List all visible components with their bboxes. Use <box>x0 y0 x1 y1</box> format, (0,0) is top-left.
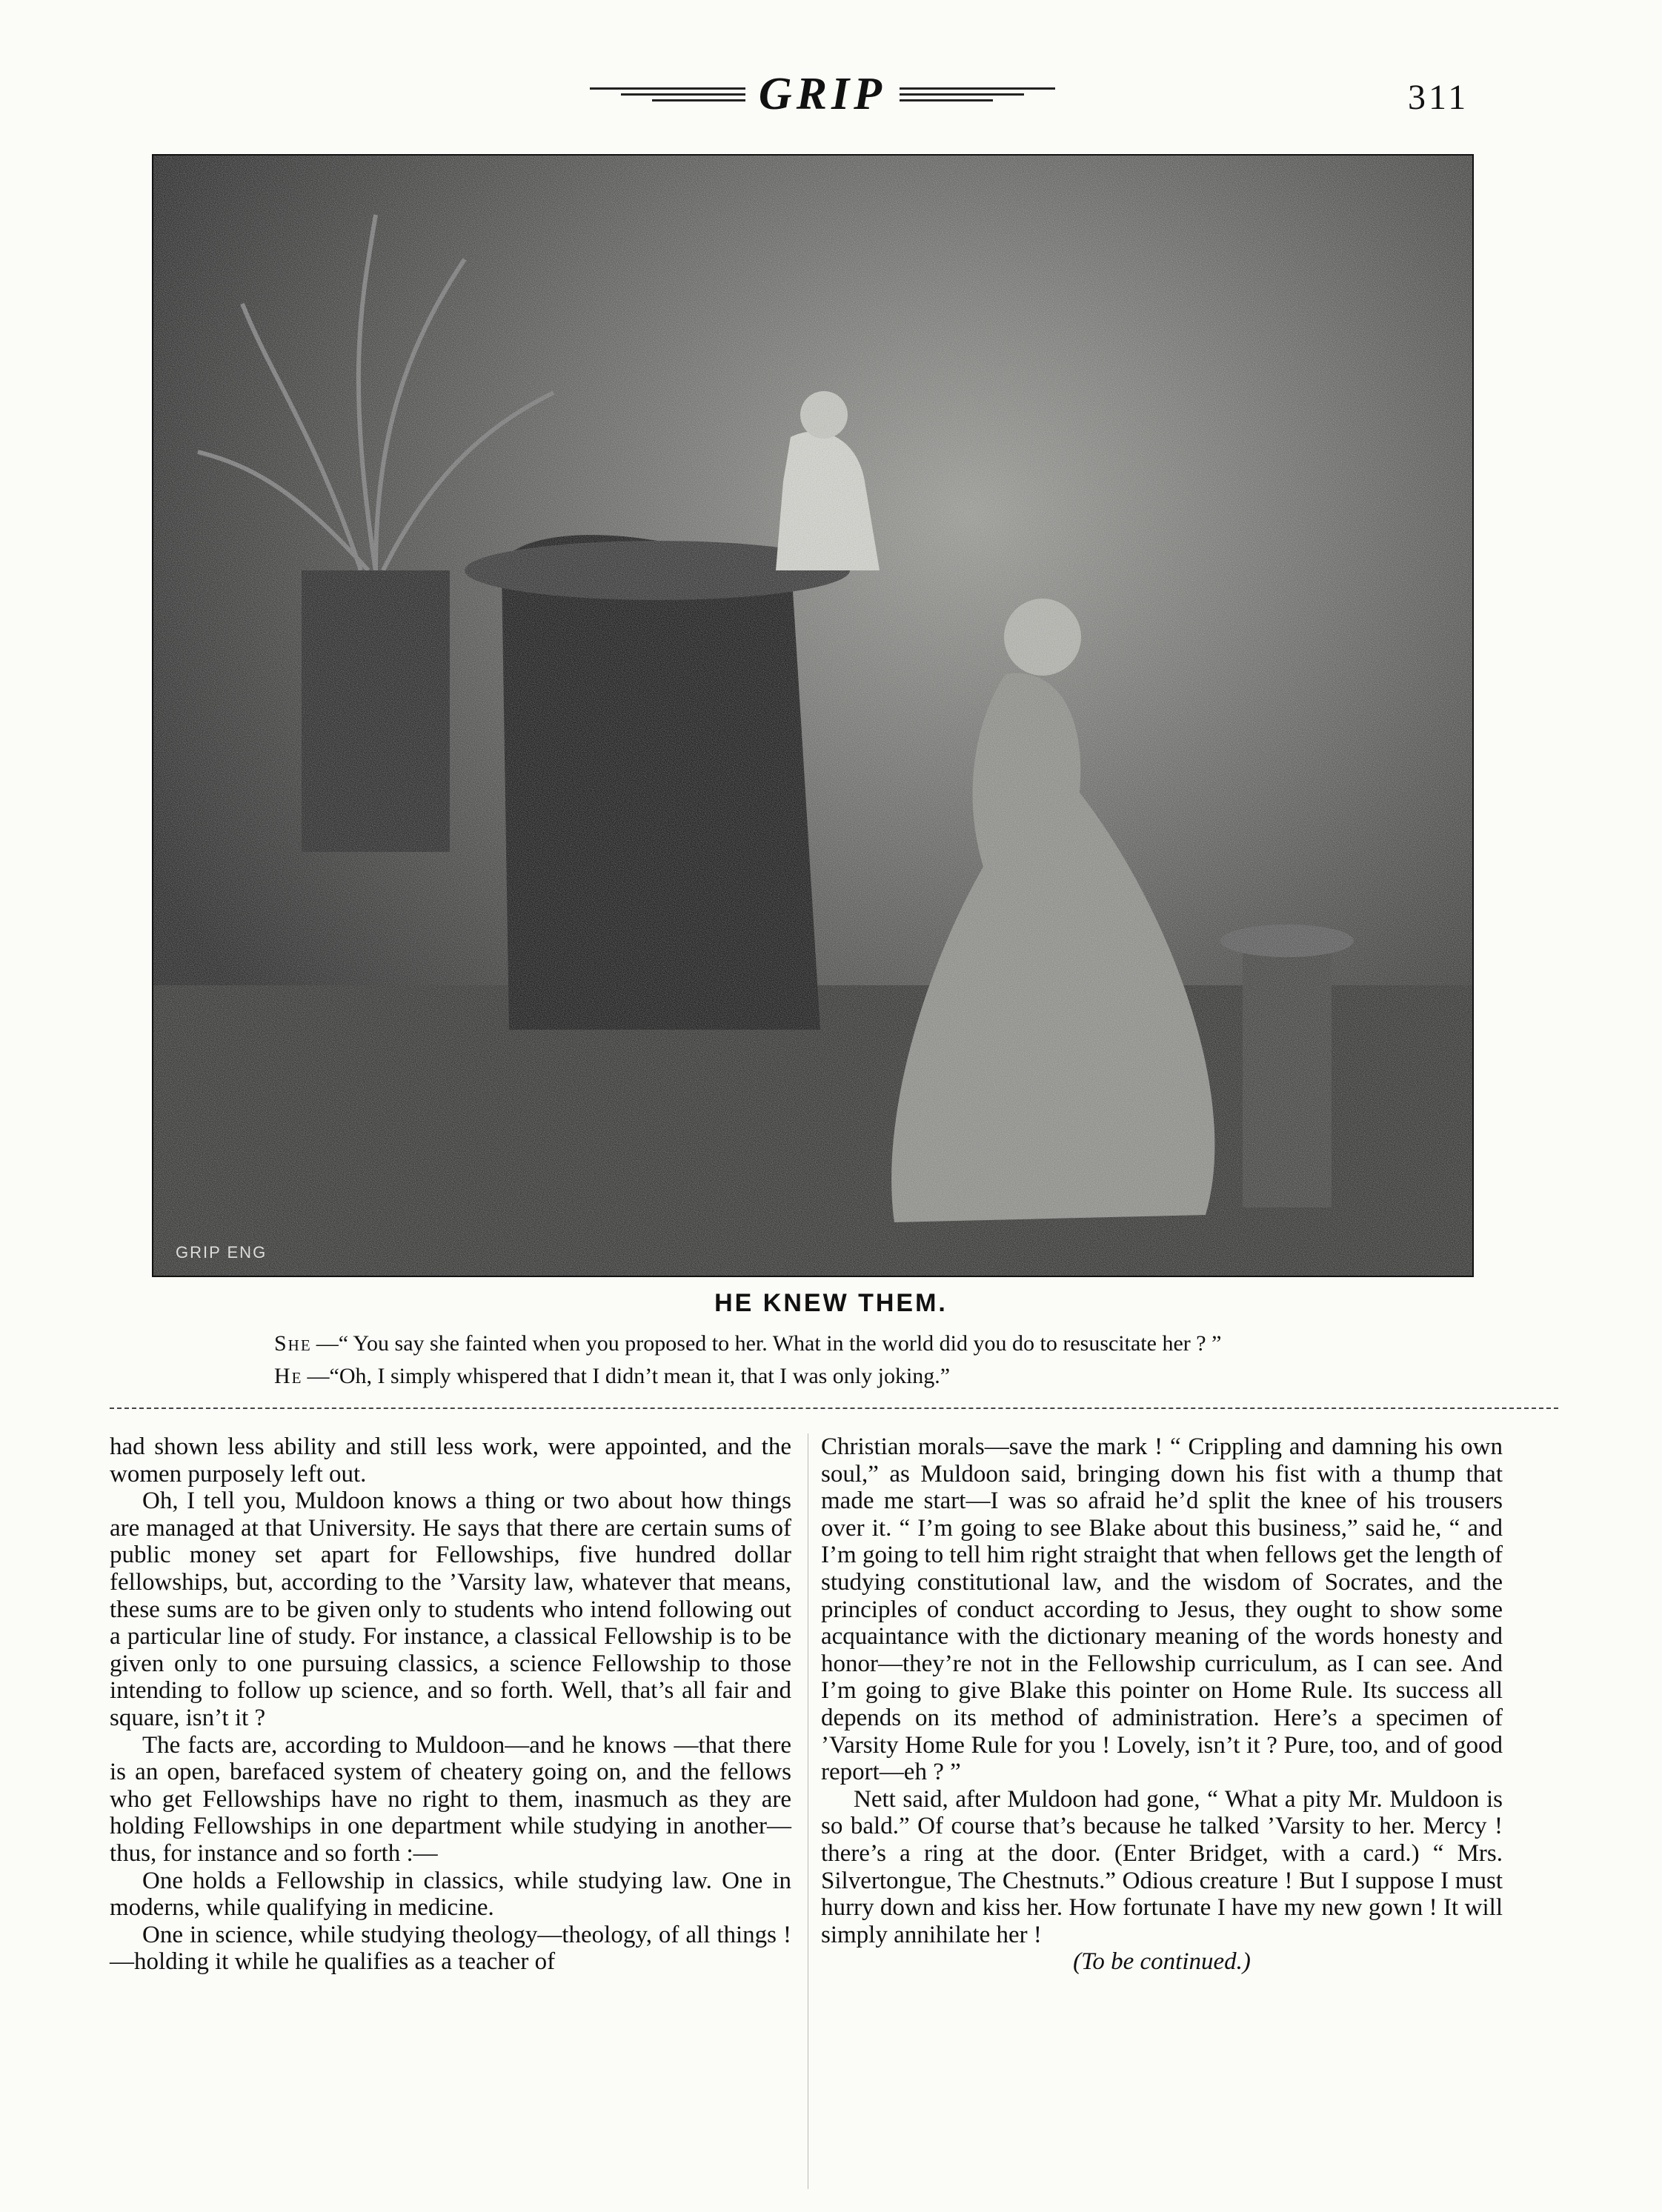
dialogue-line-she <box>274 1327 1460 1360</box>
paragraph: Nett said, after Muldoon had gone, “ What a pity Mr. Muldoon is so bald.” Of course that’s because he talked ’Varsity to her. Mercy ! there’s a ring at the door. (Enter Bridget, with a card.) “ Mrs. Silvertongue, The Chestnuts.” Odious creature ! But I suppose I must hurry down and kiss her. How fortunate I have my new gown ! It will simply annihilate her ! <box>821 1785 1503 1948</box>
section-divider <box>110 1408 1558 1409</box>
paragraph: The facts are, according to Muldoon—and he knows —that there is an open, barefaced system of cheatery going on, and the fellows who get Fellowships have no right to them, inasmuch as they are holding Fellowships in one department while studying in another—thus, for instance and so forth :— <box>110 1731 791 1867</box>
masthead-rule-left <box>590 87 745 101</box>
paragraph: Christian morals—save the mark ! “ Crippling and damning his own soul,” as Muldoon said, bringing down his fist with a thump that made me start—I was so afraid he’d split the knee of his trousers over it. “ I’m going to see Blake about this business,” said he, “ and I’m going to tell him right straight that when fellows get the length of studying constitutional law, and the wisdom of Socrates, and the principles of conduct according to Jesus, they ought to show some acquaintance with the dictionary meaning of the words honesty and honor—they’re not in the Fellowship curriculum, as I can see. And I’m going to give Blake this pointer on Home Rule. Its success all depends on its method of administration. Here’s a specimen of ’Varsity Home Rule for you ! Lovely, isn’t it ? Pure, too, and of good report—eh ? ” <box>821 1433 1503 1786</box>
article-column-right <box>821 1433 1503 1976</box>
engraving-illustration <box>152 154 1474 1277</box>
paragraph: One in science, while studying theology—theology, of all things !—holding it while he qualifies as a teacher of <box>110 1921 791 1976</box>
dialogue-text-she: —“ You say she fainted when you proposed to her. What in the world did you do to resuscitate her ? ” <box>316 1331 1222 1356</box>
paragraph: Oh, I tell you, Muldoon knows a thing or two about how things are managed at that University. He says that there are certain sums of public money set apart for Fellowships, five hundred dollar fellowships, but, according to the ’Varsity law, whatever that means, these sums are to be given only to students who intend following out a particular line of study. For instance, a classical Fellowship is to be given only to one pursuing classics, a science Fellowship to those intending to follow up science, and so forth. Well, that’s all fair and square, isn’t it ? <box>110 1488 791 1731</box>
masthead-title: GRIP <box>758 68 887 119</box>
speaker-he: He <box>274 1364 303 1388</box>
article-column-left <box>110 1433 791 1976</box>
dialogue-text-he: —“Oh, I simply whispered that I didn’t mean it, that I was only joking.” <box>307 1364 951 1388</box>
masthead <box>585 68 1060 120</box>
engraver-mark: GRIP ENG <box>176 1243 267 1262</box>
page-number: 311 <box>1408 78 1469 117</box>
to-be-continued: (To be continued.) <box>1073 1948 1251 1976</box>
caption-dialogue <box>274 1327 1460 1393</box>
masthead-rule-right <box>900 87 1055 101</box>
speaker-she: She <box>274 1331 312 1356</box>
paragraph: had shown less ability and still less work, were appointed, and the women purposely left out. <box>110 1433 791 1488</box>
dialogue-line-he <box>274 1360 1460 1393</box>
paragraph: One holds a Fellowship in classics, while studying law. One in moderns, while qualifying in medicine. <box>110 1867 791 1922</box>
engraving-scene <box>153 156 1472 1276</box>
caption-title: HE KNEW THEM. <box>714 1289 948 1317</box>
